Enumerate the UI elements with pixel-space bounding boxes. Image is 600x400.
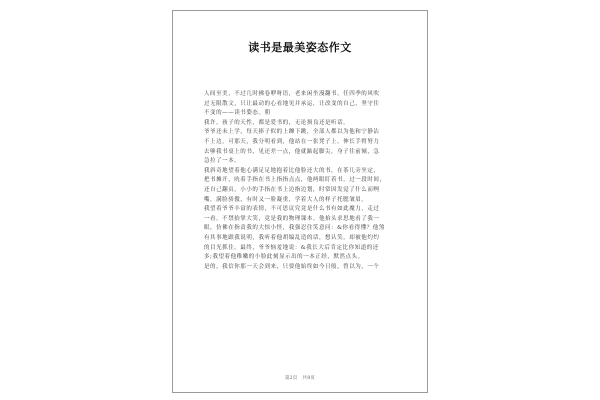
body-text-line: 把书摊开，吮着手指在书上指指点点，他两眼盯着书，过一段时间， <box>204 177 386 184</box>
body-text-line: 还自己翻页，小小的手指在书上边指边划，时常因发觉了什么而咧 <box>204 186 380 193</box>
document-title: 读书是最美姿态作文 <box>248 41 352 54</box>
body-text-line: 的目光抓住。最终，爷爷恼羞地说：&我长大后肯定比你知道的还 <box>204 244 379 251</box>
body-text-line: 一看，不禁抬掌大笑，竟是我的物理课本。他抬头求思地看了我一 <box>204 215 380 222</box>
body-text-line: 我望着爷爷丰富的表情，不可思议究竟是什么书有如此魔力，走过 <box>204 206 380 213</box>
body-text-line: 我斜奇地望着他心满足足地抱着比他脸还大的书，在茶几旁坐定， <box>204 167 380 174</box>
body-text-line: 去够我书桌上的书，见还差一点，他就踮起脚尖，身子往前倾，急 <box>204 148 380 155</box>
body-text-line: 多;我望着他稚嫩的小脸此刻显示出的一本正经，默然点头。 <box>204 254 364 261</box>
document-page <box>172 10 428 393</box>
document-body <box>204 90 403 272</box>
body-text-line: 有其事地跟我说明，我听着他胡编乱造的话，想认笑，却被他灼灼 <box>204 234 380 241</box>
body-text-line: 我许，孩子的天性，都是爱书的，无论损良还是听话。 <box>204 119 350 126</box>
body-text-line: 不上边，可那天，我分明看到，他站在一张凳子上，伸长手臂努力 <box>204 138 380 145</box>
body-text-line: 嘴，满脸骄傲，有时又一脸凝重，学着大人的样子托腮皱眉。 <box>204 196 368 203</box>
page-number-footer: 第2页 共8页 <box>284 376 316 381</box>
body-text-line: 人间至美，不过几时拂卷咿呀语，老来闲坐漫翻书，任四季的风吹 <box>204 91 380 97</box>
body-text-line: 是的，我信你那一天会到来，只要他始终如今日般，曾以为，一个 <box>204 263 380 270</box>
body-text-line: 急拉了一本。 <box>204 158 241 165</box>
body-text-line: 过无限散文，只让最动的心看地见并承运，让改变的自己，坚守住 <box>204 100 380 107</box>
body-text-line: 眼，仿佛在指责我的大惊小怪，我强忍住笑意问：&你看得懂？他煞 <box>204 225 385 232</box>
body-text-line: 爷爷还未上学，每天捧子似的上蹿下跳，全部人都以为他和宁静沾 <box>204 129 380 136</box>
body-text-line: 不变的——读书姿态。朝 <box>204 110 271 117</box>
